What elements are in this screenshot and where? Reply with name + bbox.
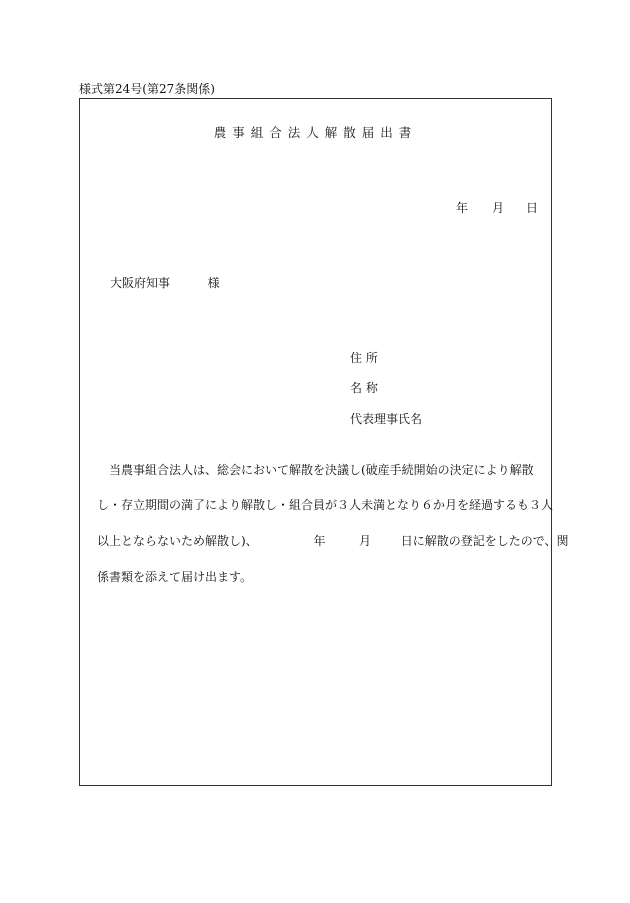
body-line-2: し・存立期間の満了により解散し・組合員が３人未満となり６か月を経過するも３人 xyxy=(97,498,554,512)
sender-representative-label: 代表理事氏名 xyxy=(350,412,423,426)
document-title: 農事組合法人解散届出書 xyxy=(213,125,418,140)
body-line-3 xyxy=(97,532,569,549)
body-line-3-year: 年 xyxy=(313,534,326,548)
date-day-label: 日 xyxy=(526,201,539,215)
date-year-label: 年 xyxy=(456,201,469,215)
addressee-name: 大阪府知事 xyxy=(110,276,171,290)
date-month-label: 月 xyxy=(492,201,505,215)
body-line-1: 当農事組合法人は、総会において解散を決議し(破産手続開始の決定により解散 xyxy=(97,463,534,477)
sender-address-label: 住 所 xyxy=(350,351,378,365)
body-line-3-start: 以上とならないため解散し)、 xyxy=(97,534,258,548)
sender-name-label: 名 称 xyxy=(350,381,378,395)
addressee xyxy=(110,274,220,291)
body-line-4: 係書類を添えて届け出ます。 xyxy=(97,570,253,584)
body-line-3-end: 日に解散の登記をしたので、関 xyxy=(400,534,569,548)
form-number: 様式第24号(第27条関係) xyxy=(79,82,215,96)
addressee-honorific: 様 xyxy=(207,276,220,290)
body-line-3-month: 月 xyxy=(359,534,372,548)
document-frame xyxy=(79,98,569,786)
